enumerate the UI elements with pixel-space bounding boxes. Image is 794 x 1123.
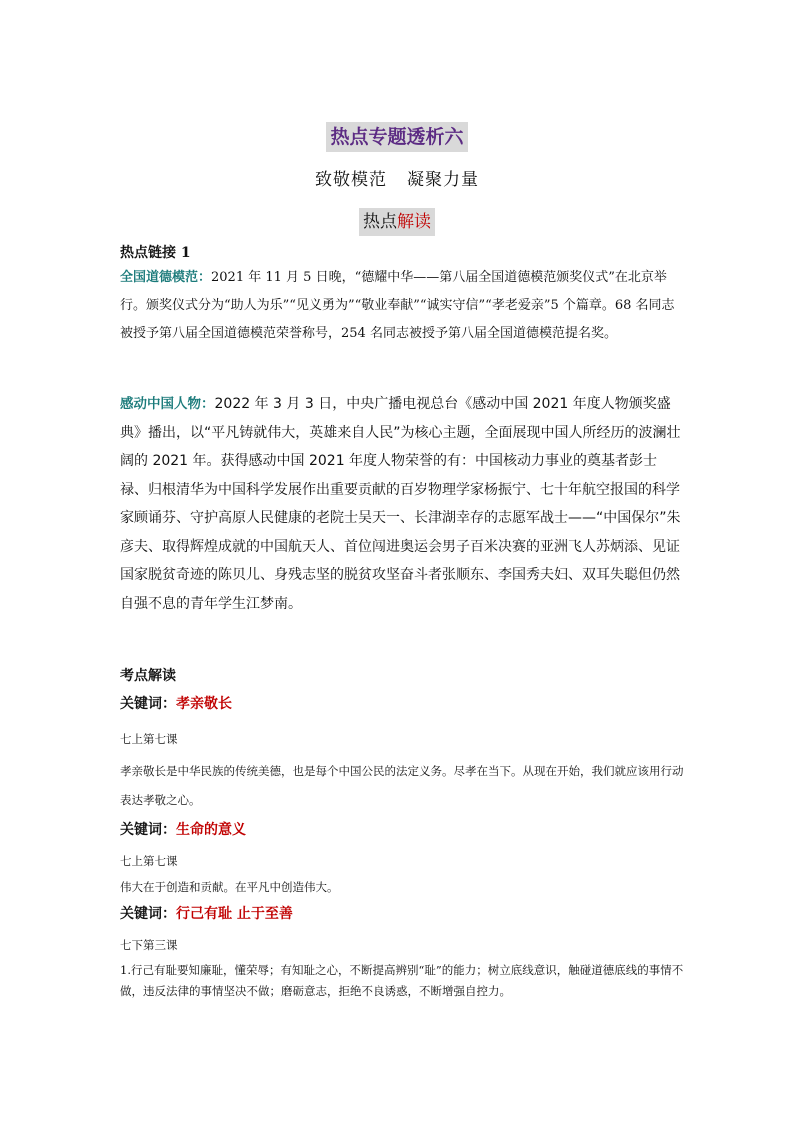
lead-moral-models: 全国道德模范：	[120, 270, 212, 285]
paragraph-moral-models	[120, 264, 680, 348]
subtitle-left: 致敬模范	[315, 170, 387, 190]
title-row	[0, 122, 794, 152]
keyword-2: 关键词：生命的意义	[120, 822, 246, 838]
analysis-heading: 考点解读	[120, 668, 176, 684]
text-1: 孝亲敬长是中华民族的传统美德，也是每个中国公民的法定义务。尽孝在当下。从现在开始，我们就应该用行动表达孝敬之心。	[120, 764, 684, 807]
keyword-1: 关键词：孝亲敬长	[120, 696, 232, 712]
lesson-1: 七上第七课	[120, 732, 178, 746]
text-3: 1.行己有耻要知廉耻，懂荣辱；有知耻之心，不断提高辨别“耻”的能力；树立底线意识，触碰道德底线的事情不做，违反法律的事情坚决不做；磨砺意志，拒绝不良诱惑，不断增强自控力。	[120, 963, 684, 998]
body-touching-china: 2022 年 3 月 3 日，中央广播电视总台《感动中国 2021 年度人物颁奖盛典》播出，以“平凡铸就伟大，英雄来自人民”为核心主题，全面展现中国人所经历的波澜壮阔的 2021 年。获得感动中国 2021 年度人物荣誉的有：中国核动力事业的奠基者彭士禄、归根清华为中国科学发展作出重要贡献的百岁物理学家杨振宁、七十年航空报国的科学家顾诵芬、守护高原人民健康的老院士吴天一、长津湖幸存的志愿军战士——“中国保尔”朱彦夫、取得辉煌成就的中国航天人、首位闯进奥运会男子百米决赛的亚洲飞人苏炳添、见证国家脱贫奇迹的陈贝儿、身残志坚的脱贫攻坚奋斗者张顺东、李国秀夫妇、双耳失聪但仍然自强不息的青年学生江梦南。	[120, 396, 681, 612]
lesson-2: 七上第七课	[120, 854, 178, 868]
paragraph-touching-china	[120, 390, 685, 618]
text-2: 伟大在于创造和贡献。在平凡中创造伟大。	[120, 880, 339, 894]
reading-row	[0, 208, 794, 236]
body-moral-models: 2021 年 11 月 5 日晚，“德耀中华——第八届全国道德模范颁奖仪式”在北京举行。颁奖仪式分为“助人为乐”“见义勇为”“敬业奉献”“诚实守信”“孝老爱亲”5 个篇章。68 名同志被授予第八届全国道德模范荣誉称号，254 名同志被授予第八届全国道德模范提名奖。	[120, 270, 675, 341]
lead-touching-china: 感动中国人物：	[120, 396, 215, 412]
subtitle-right: 凝聚力量	[407, 170, 479, 190]
hot-link-heading: 热点链接 1	[120, 245, 191, 261]
subtitle	[0, 168, 794, 192]
section-title-reading: 热点解读	[359, 208, 435, 236]
page-title: 热点专题透析六	[326, 122, 467, 152]
keyword-3: 关键词：行己有耻 止于至善	[120, 906, 293, 922]
lesson-3: 七下第三课	[120, 938, 178, 952]
